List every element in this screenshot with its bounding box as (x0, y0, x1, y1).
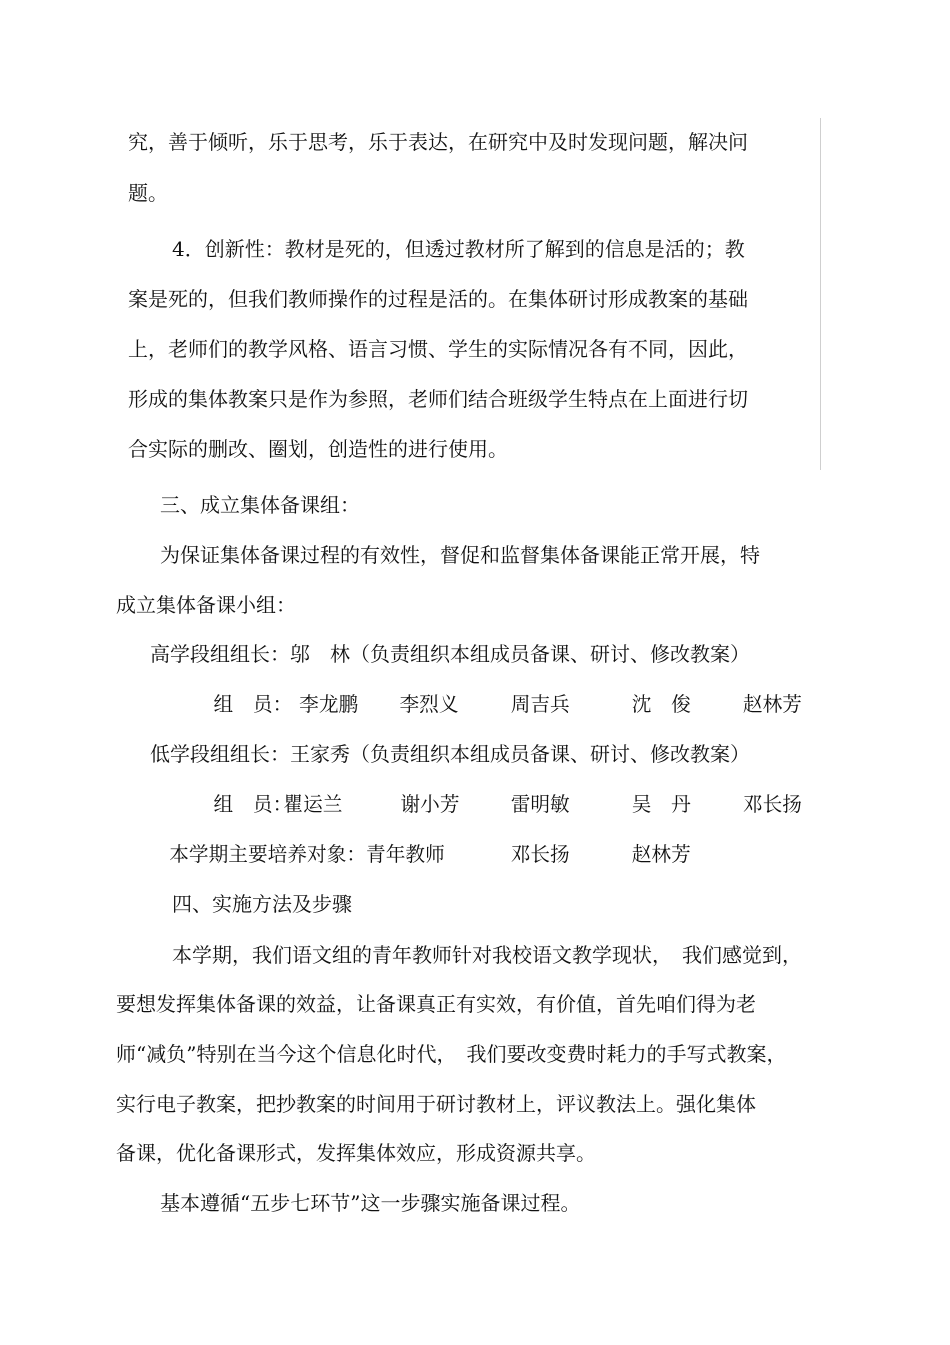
paragraph-3-line-2: 成立集体备课小组： (116, 593, 296, 617)
paragraph-1-line-1: 究，善于倾听，乐于思考，乐于表达，在研究中及时发现问题，解决问 (128, 130, 748, 154)
member-label: 组 员： (213, 792, 293, 816)
paragraph-4-line-1: 本学期，我们语文组的青年教师针对我校语文教学现状， 我们感觉到， (172, 943, 802, 967)
member-name: 赵林芳 (742, 692, 802, 716)
paragraph-4-line-2: 要想发挥集体备课的效益，让备课真正有实效，有价值，首先咱们得为老 (116, 992, 756, 1016)
high-leader-note: （负责组织本组成员备课、研讨、修改教案） (350, 642, 750, 666)
member-name: 沈 俊 (631, 692, 691, 716)
training-label: 本学期主要培养对象：青年教师 (169, 842, 445, 866)
paragraph-3-line-1: 为保证集体备课过程的有效性，督促和监督集体备课能正常开展，特 (160, 543, 760, 567)
paragraph-2-line-3: 上，老师们的教学风格、语言习惯、学生的实际情况各有不同，因此， (128, 337, 748, 361)
paragraph-4-line-4: 实行电子教案，把抄教案的时间用于研讨教材上，评议教法上。强化集体 (116, 1092, 756, 1116)
paragraph-1-line-2: 题。 (128, 181, 168, 205)
right-margin-rule (820, 118, 821, 470)
paragraph-2-line-4: 形成的集体教案只是作为参照，老师们结合班级学生特点在上面进行切 (128, 387, 748, 411)
paragraph-5: 基本遵循“五步七环节”这一步骤实施备课过程。 (160, 1191, 581, 1215)
paragraph-4-line-5: 备课，优化备课形式，发挥集体效应，形成资源共享。 (116, 1141, 596, 1165)
low-group-leader-row (150, 742, 750, 766)
low-leader-note: （负责组织本组成员备课、研讨、修改教案） (350, 742, 750, 766)
paragraph-4-line-3: 师“减负”特别在当今这个信息化时代， 我们要改变费时耗力的手写式教案， (116, 1042, 787, 1066)
high-leader-name: 邬 林 (290, 642, 350, 666)
member-name: 周吉兵 (510, 692, 570, 716)
training-name: 邓长扬 (510, 842, 570, 866)
high-group-leader-row (150, 642, 750, 666)
low-leader-name: 王家秀 (290, 742, 350, 766)
member-label: 组 员： (213, 692, 293, 716)
member-name: 李烈义 (399, 692, 459, 716)
section-3-heading: 三、成立集体备课组： (160, 493, 360, 517)
member-name: 邓长扬 (742, 792, 802, 816)
member-name: 吴 丹 (631, 792, 691, 816)
paragraph-2-line-2: 案是死的，但我们教师操作的过程是活的。在集体研讨形成教案的基础 (128, 287, 748, 311)
training-name: 赵林芳 (631, 842, 691, 866)
member-name: 雷明敏 (510, 792, 570, 816)
paragraph-2-line-1: 4．创新性：教材是死的，但透过教材所了解到的信息是活的；教 (172, 237, 745, 261)
paragraph-2-line-5: 合实际的删改、圈划，创造性的进行使用。 (128, 437, 508, 461)
member-name: 谢小芳 (400, 792, 460, 816)
low-leader-label: 低学段组组长： (150, 742, 290, 766)
high-leader-label: 高学段组组长： (150, 642, 290, 666)
section-4-heading: 四、实施方法及步骤 (172, 892, 352, 916)
member-name: 李龙鹏 (299, 692, 359, 716)
member-name: 瞿运兰 (283, 792, 343, 816)
